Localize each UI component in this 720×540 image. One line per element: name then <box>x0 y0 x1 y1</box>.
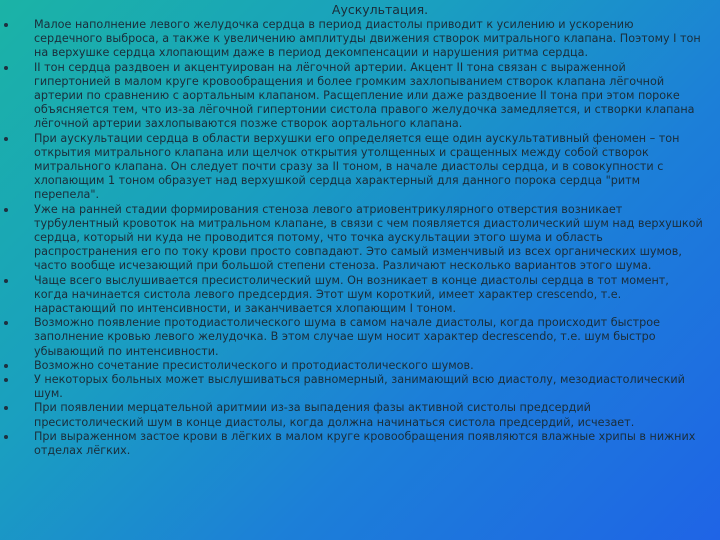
bullet-icon <box>4 66 8 70</box>
bullet-list <box>0 18 720 458</box>
list-item <box>0 373 720 401</box>
list-item-text: Уже на ранней стадии формирования стеноза левого атриовентрикулярного отверстия возникает турбулентный кровоток на митральном клапане, в связи с чем появляется диастолический шум над верхушкой сердца, который ни куда не проводится потому, что точка аускультации этого шума и область распространения его по току крови просто совпадают. Это самый изменчивый из всех органических шумов, часто вообще исчезающий при большой степени стеноза. Различают несколько вариантов этого шума. <box>34 202 703 273</box>
list-item <box>0 359 720 373</box>
bullet-icon <box>4 208 8 212</box>
slide-title: Аускультация. <box>331 2 429 17</box>
bullet-icon <box>4 23 8 27</box>
list-item <box>0 430 720 458</box>
bullet-icon <box>4 364 8 368</box>
list-item-text: При появлении мерцательной аритмии из-за выпадения фазы активной систолы предсердий пресистолический шум в конце диастолы, когда должна начинаться систола предсердий, исчезает. <box>34 401 635 429</box>
bullet-icon <box>4 137 8 141</box>
list-item <box>0 18 720 61</box>
list-item-text: Возможно сочетание пресистолического и протодиастолического шумов. <box>34 358 474 372</box>
list-item <box>0 61 720 132</box>
list-item-text: Возможно появление протодиастолического шума в самом начале диастолы, когда происходит быстрое заполнение кровью левого желудочка. В этом случае шум носит характер decrescendo, т.е. шум быстро убывающий по интенсивности. <box>34 316 660 358</box>
list-item-text: При выраженном застое крови в лёгких в малом круге кровообращения появляются влажные хрипы в нижних отделах лёгких. <box>34 429 696 458</box>
list-item-text: II тон сердца раздвоен и акцентуирован на лёгочной артерии. Акцент II тона связан с выраженной гипертонией в малом круге кровообращения и более громким захлопыванием створок клапана лёгочной артерии по сравнению с аортальным клапаном. Расщепление или даже раздвоение II тона при этом пороке объясняется тем, что из-за лёгочной гипертонии систола правого желудочка замедляется, и створки клапана лёгочной артерии захлопываются позже створок аортального клапана. <box>34 60 695 131</box>
list-item <box>0 203 720 274</box>
bullet-icon <box>4 406 8 410</box>
list-item-text: У некоторых больных может выслушиваться равномерный, занимающий всю диастолу, мезодиастолический шум. <box>34 373 685 401</box>
list-item-text: При аускультации сердца в области верхушки его определяется еще один аускультативный феномен – тон открытия митрального клапана или щелчок открытия утолщенных и сращенных между собой створок митрального клапана. Он следует почти сразу за II тоном, в начале диастолы сердца, и в совокупности с хлопающим 1 тоном образует над верхушкой сердца характерный для данного порока сердца "ритм перепела". <box>34 131 680 202</box>
bullet-icon <box>4 279 8 283</box>
list-item <box>0 316 720 359</box>
list-item-text: Чаще всего выслушивается пресистолический шум. Он возникает в конце диастолы сердца в тот момент, когда начинается систола левого предсердия. Этот шум короткий, имеет характер crescendo, т.е. нарастающий по интенсивности, и заканчивается хлопающим I тоном. <box>34 273 669 316</box>
bullet-icon <box>4 378 8 382</box>
list-item <box>0 274 720 317</box>
bullet-icon <box>4 321 8 325</box>
list-item <box>0 401 720 429</box>
bullet-icon <box>4 435 8 439</box>
list-item-text: Малое наполнение левого желудочка сердца в период диастолы приводит к усилению и ускорению сердечного выброса, а также к увеличению амплитуды движения створок митрального клапана. Поэтому I тон на верхушке сердца хлопающим даже в период декомпенсации и нарушения ритма сердца. <box>34 18 701 60</box>
list-item <box>0 132 720 203</box>
